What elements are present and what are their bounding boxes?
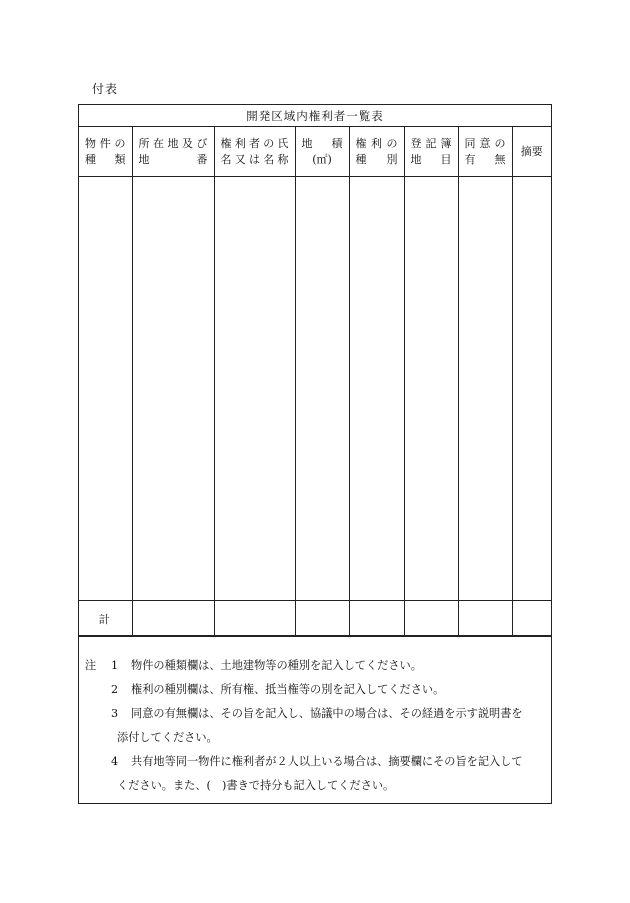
note-item-2 [79,678,551,702]
entry-cell-remarks[interactable] [512,177,551,601]
col-header-line [85,152,126,168]
col-header-line [356,152,398,168]
total-cell-remarks[interactable] [512,601,551,637]
form-title: 開発区域内権利者一覧表 [79,105,551,127]
total-cell-area[interactable] [295,601,349,637]
note-item-1 [79,654,551,678]
col-header-char: 権 [220,136,232,150]
entry-cell-holder-name[interactable] [214,177,295,601]
notes-prefix: 注 [85,659,97,672]
entry-cell-area[interactable] [295,177,349,601]
col-header-char: 利 [234,136,246,150]
col-header-line [356,136,398,152]
note-item-3-continuation [79,726,551,750]
col-header-char: 及 [182,136,193,150]
col-header-char: の [114,136,126,150]
col-header-line [465,136,506,152]
col-header-char: 地 [410,152,422,166]
col-header-area [295,127,349,177]
table-body-row [79,177,551,601]
col-header-char: 名 [220,152,232,166]
appendix-label: 付表 [92,82,119,96]
col-header-char: 登 [410,136,422,150]
total-label: 計 [79,601,132,637]
col-header-line [302,136,343,152]
total-cell-location[interactable] [132,601,214,637]
col-header-char: の [386,136,398,150]
col-header-char: 種 [85,152,96,166]
col-header-consent [458,127,512,177]
entry-cell-location[interactable] [132,177,214,601]
col-header-char: び [196,136,208,150]
col-header-char: 地 [301,136,313,150]
col-header-line [221,152,289,168]
note-number: 4 [111,755,119,768]
col-header-char: 所 [138,136,150,150]
note-text-continued: ください。また、( )書きで持分も記入してください。 [117,779,395,792]
col-header-char: 物 [85,136,96,150]
col-header-char: 簿 [440,136,452,150]
col-header-char: 件 [99,136,111,150]
total-cell-holder-name[interactable] [214,601,295,637]
col-header-line [139,152,208,168]
col-header-char: は [249,152,260,166]
note-number: 3 [111,707,119,720]
col-header-line [465,152,506,168]
note-item-4 [79,750,551,774]
col-header-line [411,136,452,152]
col-header-char: 名 [263,152,275,166]
col-header-text: 摘要 [520,144,543,158]
note-text: 共有地等同一物件に権利者が２人以上いる場合は、摘要欄にその旨を記入して [131,755,523,768]
col-header-char: 称 [277,152,289,166]
col-header-char: 積 [331,136,343,150]
col-header-char: (㎡) [312,152,332,166]
col-header-line [85,136,126,152]
col-header-holder-name [214,127,295,177]
entry-cell-land-category[interactable] [404,177,458,601]
col-header-char: 類 [114,152,126,166]
col-header-char: 記 [425,136,437,150]
entry-cell-consent[interactable] [458,177,512,601]
note-number: 1 [111,659,119,672]
note-number: 2 [111,683,119,696]
col-header-property-type [79,127,132,177]
col-header-line [139,136,208,152]
note-item-3 [79,702,551,726]
col-header-char: 又 [234,152,246,166]
col-header-char: 氏 [277,136,289,150]
col-header-char: の [263,136,275,150]
table-total-row [79,601,551,637]
col-header-char: 利 [371,136,382,150]
col-header-location [132,127,214,177]
note-text: 同意の有無欄は、その旨を記入し、協議中の場合は、その経過を示す説明書を [131,707,523,720]
table-header-row [79,127,551,177]
total-cell-land-category[interactable] [404,601,458,637]
col-header-char: 意 [479,136,491,150]
total-cell-right-type[interactable] [349,601,404,637]
entry-cell-property-type[interactable] [79,177,132,601]
rights-holder-form [78,104,552,804]
col-header-line [221,136,289,152]
col-header-line [302,152,343,168]
col-header-char: 地 [167,136,179,150]
col-header-char: 在 [153,136,164,150]
col-header-char: 者 [249,136,260,150]
col-header-char: の [494,136,506,150]
notes-section [79,635,551,798]
col-header-char: 番 [196,152,208,166]
entry-cell-right-type[interactable] [349,177,404,601]
total-cell-consent[interactable] [458,601,512,637]
col-header-char: 同 [464,136,476,150]
col-header-char: 権 [355,136,367,150]
col-header-char: 有 [464,152,476,166]
col-header-char: 種 [355,152,367,166]
rights-holder-table [79,127,551,637]
col-header-remarks [512,127,551,177]
col-header-land-category [404,127,458,177]
col-header-char: 無 [494,152,506,166]
note-text: 権利の種別欄は、所有権、抵当権等の別を記入してください。 [131,683,445,696]
note-text: 物件の種類欄は、土地建物等の種別を記入してください。 [131,659,422,672]
col-header-line [411,152,452,168]
col-header-right-type [349,127,404,177]
col-header-char: 別 [386,152,398,166]
note-item-4-continuation [79,774,551,798]
col-header-char: 地 [138,152,150,166]
note-text-continued: 添付してください。 [117,731,218,744]
col-header-char: 目 [440,152,452,166]
